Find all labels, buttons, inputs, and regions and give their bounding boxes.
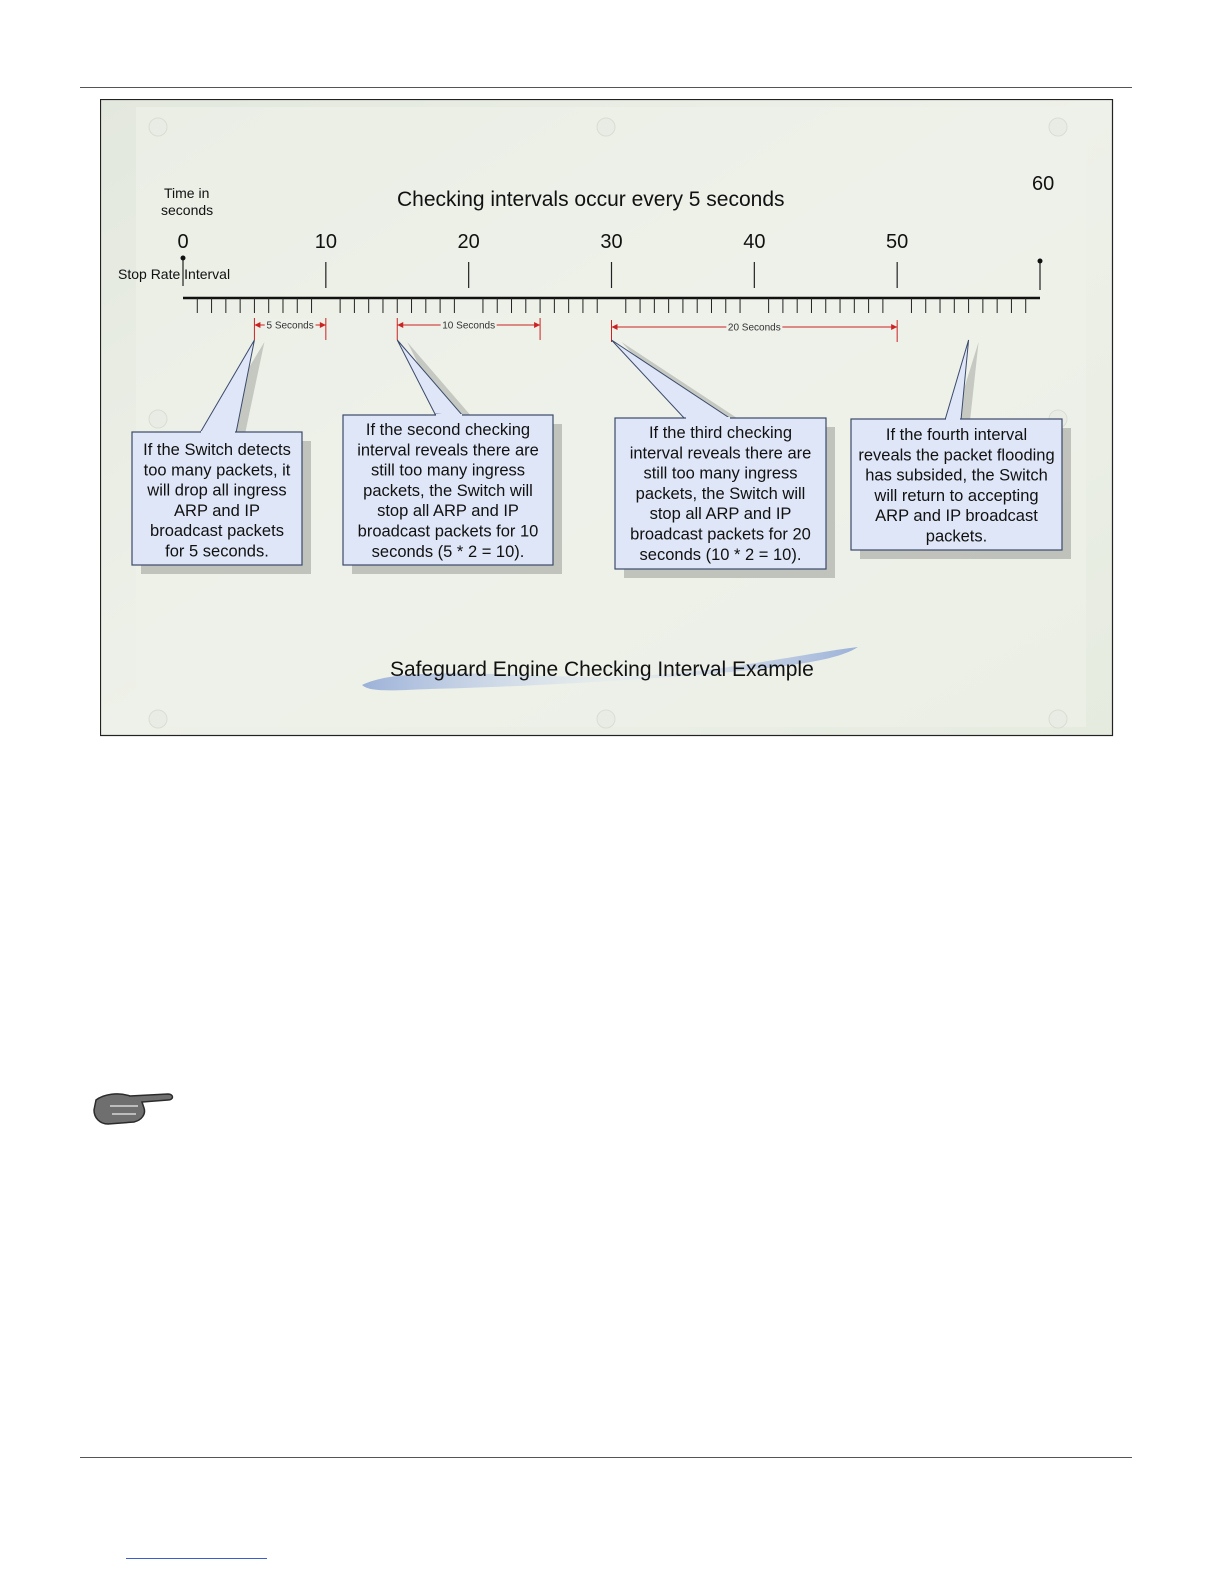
header-rule [80,87,1132,88]
callout-line: still too many ingress [370,461,526,480]
callout-line: stop all ARP and IP [377,502,519,521]
major-tick-label: 10 [314,231,337,253]
callout-line: too many packets, it [143,461,291,480]
callout-line: reveals the packet flooding [858,446,1055,465]
diagram-caption: Safeguard Engine Checking Interval Example [390,658,814,681]
major-tick-label: 30 [600,231,623,253]
callout-line: stop all ARP and IP [649,505,792,524]
callout-line: If the Switch detects [143,441,291,459]
callout-line: for 5 seconds. [165,542,269,561]
major-tick-label: 40 [743,231,766,253]
header-seconds-label: seconds [161,202,214,218]
callout-line: will drop all ingress [147,481,287,500]
major-tick-label: 20 [457,231,480,253]
callout-line: broadcast packets for 20 [630,525,811,544]
pointing-hand-icon [90,1084,176,1132]
callout-line: ARP and IP [174,501,260,520]
callout-line: will return to accepting [874,486,1039,505]
callout-line: packets, the Switch will [635,484,806,503]
callout-line: seconds (10 * 2 = 10). [639,545,802,564]
span-label: 10 Seconds [442,320,496,332]
callout-line: packets. [925,527,988,546]
callout-line: still too many ingress [643,464,798,483]
end-marker-dot [1038,259,1043,264]
end-label: 60 [1032,173,1055,195]
callout-line: If the third checking [648,424,793,442]
callout-line: seconds (5 * 2 = 10). [371,542,525,561]
span-label: 20 Seconds [727,322,781,334]
stop-rate-label: Stop Rate Interval [118,266,231,282]
start-marker-dot [181,256,186,261]
footer-rule [80,1457,1132,1458]
checking-interval-diagram [100,99,1114,737]
callout-line: If the second checking [365,421,531,439]
callout-line: If the fourth interval [885,426,1028,444]
callout-line: interval reveals there are [357,441,539,460]
callout-line: broadcast packets for 10 [357,522,539,541]
major-tick-label: 0 [177,231,189,253]
callout-line: broadcast packets [150,522,284,541]
header-title: Checking intervals occur every 5 seconds [397,188,785,211]
callout-line: interval reveals there are [629,444,812,463]
footer-link-underline[interactable] [126,1558,267,1559]
callout-line: ARP and IP broadcast [875,507,1038,526]
span-label: 5 Seconds [266,320,314,332]
major-tick-label: 50 [886,231,909,253]
callout-line: packets, the Switch will [363,481,533,500]
callout-line: has subsided, the Switch [865,466,1048,485]
header-time-label: Time in [164,185,210,201]
